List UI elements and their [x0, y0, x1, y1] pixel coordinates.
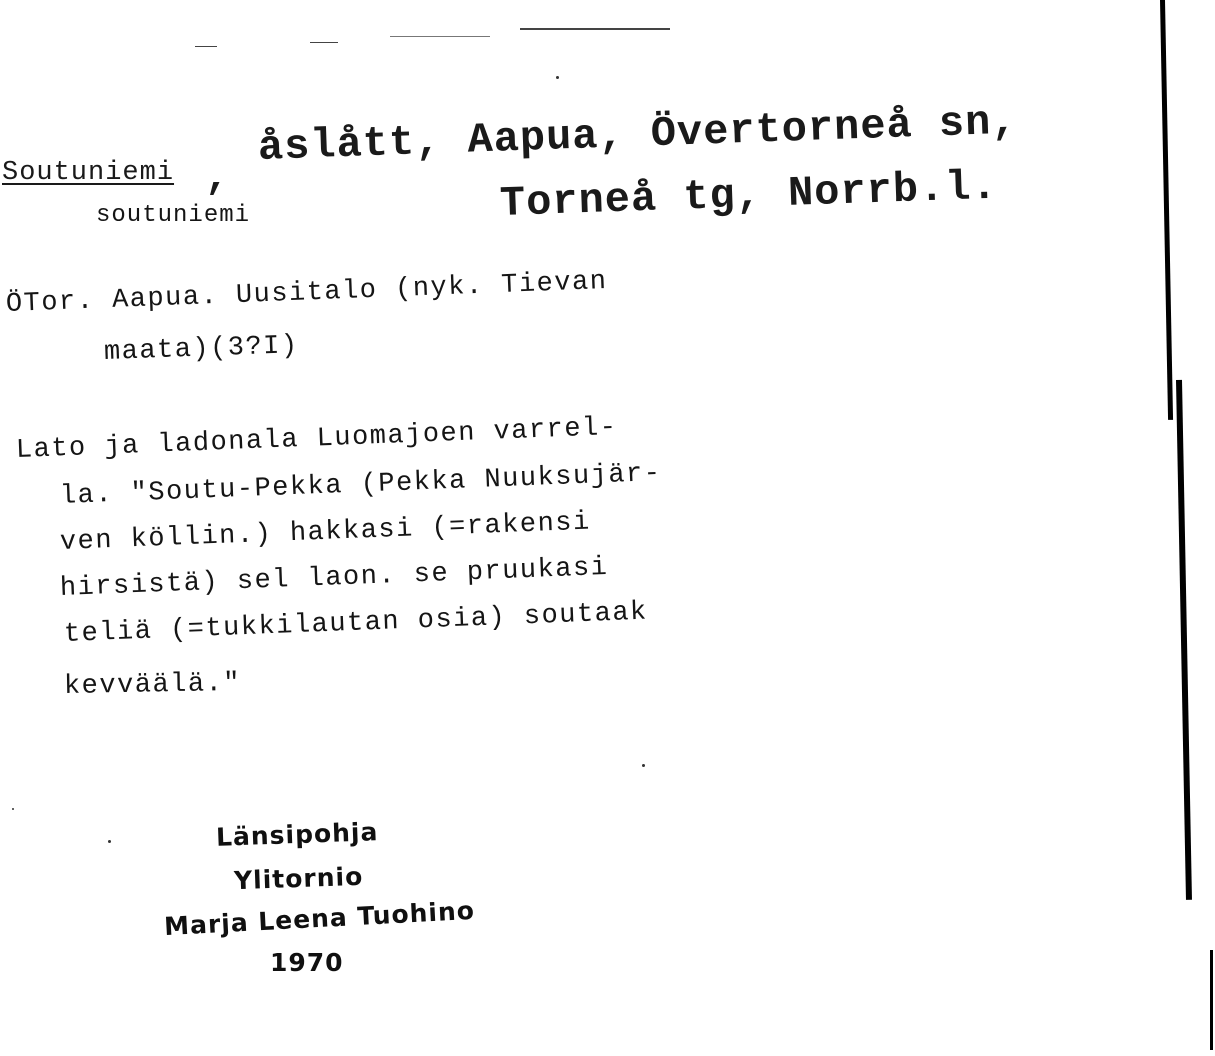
description-line-1: åslått, Aapua, Övertorneå sn, — [257, 97, 1019, 172]
source-line-1: ÖTor. Aapua. Uusitalo (nyk. Tievan — [5, 266, 609, 320]
headword-comma: , — [205, 156, 231, 201]
top-mark-4 — [520, 28, 670, 30]
top-mark-1 — [195, 46, 217, 47]
top-mark-2 — [310, 42, 338, 43]
note-line-4: hirsistä) sel laon. se pruukasi — [59, 552, 609, 604]
stamp-collector: Marja Leena Tuohino — [163, 895, 476, 942]
card-edge-line-bottom — [1210, 950, 1213, 1050]
note-line-3: ven köllin.) hakkasi (=rakensi — [59, 507, 592, 558]
source-line-2: maata)(3?I) — [103, 331, 300, 368]
card-edge-line — [1160, 0, 1173, 420]
note-line-5: teliä (=tukkilautan osia) soutaak — [63, 597, 649, 650]
top-mark-3 — [390, 36, 490, 37]
speck-3 — [12, 808, 14, 810]
card-edge-line-lower — [1176, 380, 1192, 900]
headword: Soutuniemi — [2, 158, 175, 188]
speck-4 — [108, 840, 111, 843]
description-line-2: Torneå tg, Norrb.l. — [499, 162, 999, 228]
phonetic-form: soutuniemi — [96, 202, 251, 229]
stamp-year: 1970 — [270, 948, 344, 977]
stamp-parish: Ylitornio — [233, 861, 364, 896]
note-line-1: Lato ja ladonala Luomajoen varrel- — [15, 412, 619, 466]
note-line-6: kevväälä." — [63, 668, 242, 702]
note-line-2: la. "Soutu-Pekka (Pekka Nuuksujär- — [59, 458, 663, 512]
speck-1 — [556, 76, 559, 79]
speck-2 — [642, 764, 645, 767]
stamp-region: Länsipohja — [215, 817, 379, 852]
